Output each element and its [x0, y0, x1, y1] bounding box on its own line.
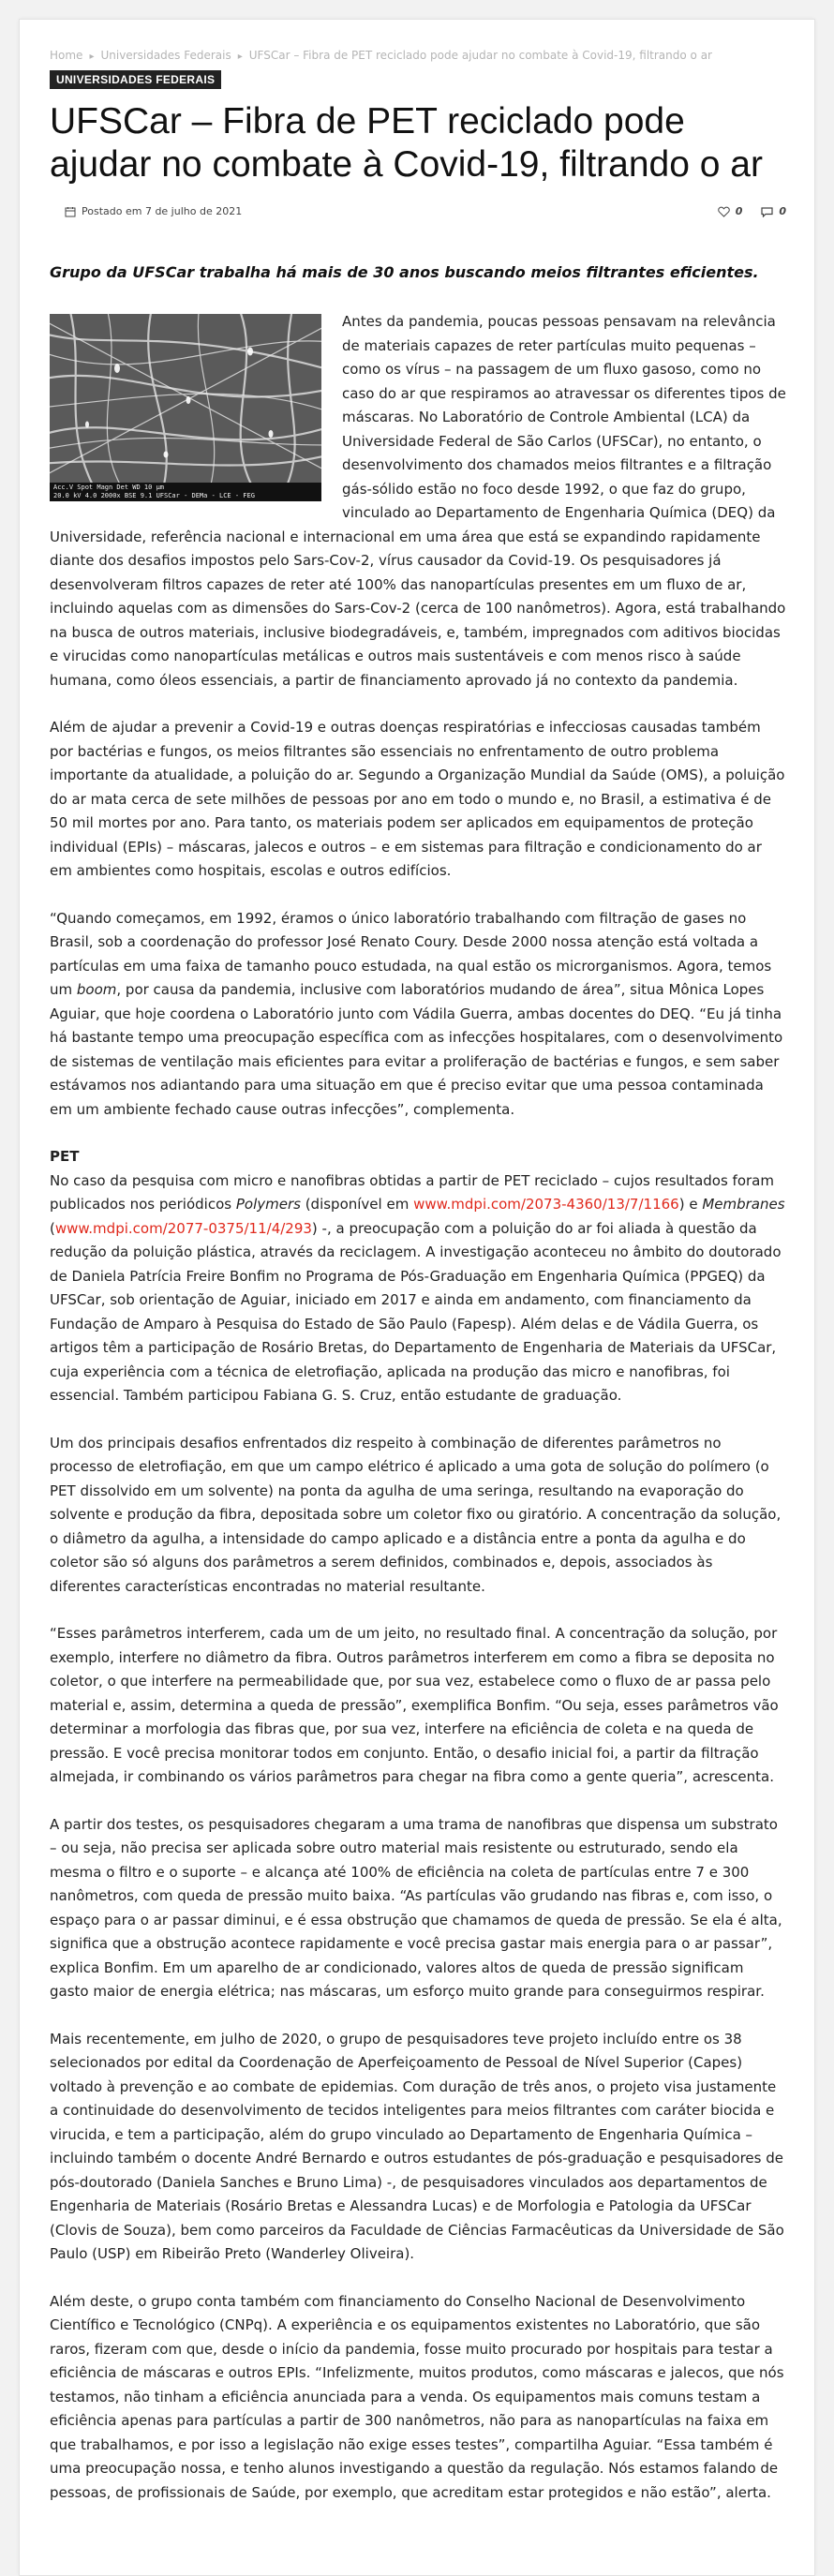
- article-paragraph-quote: [50, 907, 786, 1123]
- post-date: [65, 205, 242, 217]
- nanofiber-micrograph: [50, 314, 321, 483]
- article-body: [50, 310, 786, 2505]
- chevron-right-icon: ▸: [237, 52, 243, 62]
- comments-button[interactable]: [761, 205, 786, 217]
- quote-text: “Quando começamos, em 1992, éramos o único laboratório trabalhando com filtração de gases no Brasil, sob a coordenação do professor José Renato Coury. Desde 2000 nossa atenção está voltada a partículas em uma faixa de tamanho pouco estudada, na qual estão os microrganismos. Agora, temos um: [50, 909, 772, 998]
- breadcrumb-home[interactable]: Home: [50, 49, 83, 62]
- journal-membranes: Membranes: [702, 1196, 785, 1213]
- breadcrumb-section[interactable]: Universidades Federais: [100, 49, 231, 62]
- link-polymers[interactable]: www.mdpi.com/2073-4360/13/7/1166: [413, 1196, 679, 1213]
- like-button[interactable]: [718, 205, 743, 217]
- quote-text: , por causa da pandemia, inclusive com laboratórios mudando de área”, situa Mônica Lopes Aguiar, que hoje coordena o Laboratório junto com Vádila Guerra, ambas docentes do DEQ. “Eu já tinha há bastante tempo uma preocupação específica com as infecções hospitalares, com o desenvolvimento de sistemas de ventilação mais eficientes para evitar a proliferação de bactérias e fungos, e sem saber estávamos nos adiantando para uma situação em que é preciso evitar que uma pessoa contaminada em um ambiente fechado cause outras infecções”, complementa.: [50, 981, 783, 1118]
- post-meta: [50, 203, 786, 224]
- chevron-right-icon: ▸: [89, 52, 95, 62]
- article-lead: Grupo da UFSCar trabalha há mais de 30 anos buscando meios filtrantes eficientes.: [50, 263, 759, 281]
- comment-icon: [761, 206, 773, 217]
- micrograph-caption: [50, 483, 321, 501]
- breadcrumb-current: UFSCar – Fibra de PET reciclado pode ajudar no combate à Covid-19, filtrando o ar: [248, 49, 712, 62]
- pet-text: ) -, a preocupação com a poluição do ar foi aliada à questão da redução da poluição plástica, através da reciclagem. A investigação aconteceu no âmbito do doutorado de Daniela Patrícia Freire Bonfim no Programa de Pós-Graduação em Engenharia Química (PPGEQ) da UFSCar, sob orientação de Aguiar, iniciado em 2017 e ainda em andamento, com financiamento da Fundação de Amparo à Pesquisa do Estado de São Paulo (Fapesp). Além delas e de Vádila Guerra, os artigos têm a participação de Rosário Bretas, do Departamento de Engenharia de Materiais da UFSCar, cuja experiência com a técnica de eletrofiação, aplicada na produção das micro e nanofibras, foi essencial. Também participou Fabiana G. S. Cruz, então estudante de graduação.: [50, 1219, 782, 1404]
- post-date-text: Postado em 7 de julho de 2021: [82, 205, 243, 217]
- pet-text: (disponível em: [300, 1196, 414, 1213]
- article-paragraph: Antes da pandemia, poucas pessoas pensavam na relevância de materiais capazes de reter partículas muito pequenas – como os vírus – na passagem de um fluxo gasoso, como no caso do ar que respiramos ao atravessar os diferentes tipos de máscaras. No Laboratório de Controle Ambiental (LCA) da Universidade Federal de São Carlos (UFSCar), no entanto, o desenvolvimento dos chamados meios filtrantes e a filtração gás-sólido estão no foco desde 1992, o que faz do grupo, vinculado ao Departamento de Engenharia Química (DEQ) da Universidade, referência nacional e internacional em uma área que está se expandindo rapidamente diante dos desafios impostos pelo Sars-Cov-2, vírus causador da Covid-19. Os pesquisadores já desenvolveram filtros capazes de reter até 100% das nanopartículas presentes em um fluxo de ar, incluindo aquelas com as dimensões do Sars-Cov-2 (cerca de 100 nanômetros). Agora, está trabalhando na busca de outros materiais, inclusive biodegradáveis, e, também, impregnados com aditivos biocidas e virucidas como nanopartículas metálicas e outros mais sustentáveis e com menos risco à saúde humana, como óleos essenciais, a partir de financiamento aprovado já no contexto da pandemia.: [50, 313, 786, 689]
- category-badge[interactable]: UNIVERSIDADES FEDERAIS: [50, 70, 221, 89]
- article-inner: [50, 46, 786, 2528]
- pet-text: (: [50, 1219, 55, 1237]
- page-title: UFSCar – Fibra de PET reciclado pode ajudar no combate à Covid-19, filtrando o ar: [50, 101, 763, 185]
- article-paragraph: Além de ajudar a prevenir a Covid-19 e outras doenças respiratórias e infecciosas causadas também por bactérias e fungos, os meios filtrantes são essenciais no enfrentamento de outro problema importante da atualidade, a poluição do ar. Segundo a Organização Mundial da Saúde (OMS), a poluição do ar mata cerca de sete milhões de pessoas por ano em todo o mundo e, no Brasil, a estimativa é de 50 mil mortes por ano. Para tanto, os materiais podem ser aplicados em equipamentos de proteção individual (EPIs) – máscaras, jalecos e outros – e em sistemas para filtração e condicionamento do ar em ambientes como hospitais, escolas e outros edifícios.: [50, 719, 785, 879]
- pet-text: ) e: [678, 1196, 703, 1213]
- like-count: 0: [735, 205, 743, 217]
- article-paragraph: Além deste, o grupo conta também com financiamento do Conselho Nacional de Desenvolvimento Científico e Tecnológico (CNPq). A experiência e os equipamentos existentes no Laboratório, que são raros, fizeram com que, desde o início da pandemia, fosse muito procurado por hospitais para testar a eficiência de máscaras e outros EPIs. “Infelizmente, muitos produtos, como máscaras e jalecos, que nós testamos, não tinham a eficiência anunciada para a venda. Os equipamentos mais comuns testam a eficiência apenas para partículas a partir de 300 nanômetros, não para as nanopartículas na faixa em que trabalhamos, e por isso a legislação não exige esses testes”, compartilha Aguiar. “Essa também é uma preocupação nossa, e tenho alunos investigando a questão da regulação. Nós estamos falando de pessoas, de profissionais de Saúde, por exemplo, que acreditam estar protegidos e não estão”, alerta.: [50, 2292, 784, 2501]
- calendar-icon: [65, 206, 76, 217]
- journal-polymers: Polymers: [235, 1196, 301, 1213]
- article-paragraph: Um dos principais desafios enfrentados diz respeito à combinação de diferentes parâmetros no processo de eletrofiação, em que um campo elétrico é aplicado a uma gota de solução do polímero (o PET dissolvido em um solvente) na ponta da agulha de uma seringa, resultando na evaporação do solvente e produção da fibra, depositada sobre um coletor fixo ou giratório. A concentração da solução, o diâmetro da agulha, a intensidade do campo aplicado e a distância entre a ponta da agulha e do coletor são só alguns dos parâmetros a serem definidos, combinados e, depois, associados às diferentes características encontradas no material resultante.: [50, 1434, 782, 1595]
- micrograph-caption-line1: Acc.V Spot Magn Det WD 10 µm: [53, 484, 165, 491]
- article-paragraph-pet: [50, 1145, 786, 1408]
- quote-emphasis: boom: [76, 981, 117, 998]
- article-image: [50, 314, 321, 501]
- post-counts: [718, 205, 786, 217]
- section-heading-pet: PET: [50, 1148, 80, 1165]
- heart-icon: [718, 206, 730, 217]
- article-paragraph: A partir dos testes, os pesquisadores chegaram a uma trama de nanofibras que dispensa um substrato – ou seja, não precisa ser aplicada sobre outro material mais resistente ou estruturado, sendo ela mesma o filtro e o suporte – e alcança até 100% de eficiência na coleta de partículas entre 7 e 300 nanômetros, com queda de pressão muito baixa. “As partículas vão grudando nas fibras e, com isso, o espaço para o ar passar diminui, e é essa obstrução que chamamos de queda de pressão. Se ela é alta, significa que a obstrução acontece rapidamente e você precisa gastar mais energia para o ar passar”, explica Bonfim. Em um aparelho de ar condicionado, valores altos de queda de pressão significam gasto maior de energia elétrica; nas máscaras, um esforço muito grande para conseguirmos respirar.: [50, 1815, 782, 2000]
- comment-count: 0: [779, 205, 786, 217]
- pet-text: No caso da pesquisa com micro e nanofibras obtidas a partir de PET reciclado – cujos resultados foram publicados nos periódicos: [50, 1171, 774, 1213]
- article-card: [19, 19, 815, 2576]
- breadcrumb: [50, 46, 786, 65]
- article-paragraph: Mais recentemente, em julho de 2020, o grupo de pesquisadores teve projeto incluído entre os 38 selecionados por edital da Coordenação de Aperfeiçoamento de Pessoal de Nível Superior (Capes) voltado à prevenção e ao combate de epidemias. Com duração de três anos, o projeto visa justamente a continuidade do desenvolvimento de tecidos inteligentes para meios filtrantes com caráter biocida e virucida, e tem a participação, além do grupo vinculado ao Departamento de Engenharia Química – incluindo também o docente André Bernardo e outros estudantes de pós-graduação e pesquisadores de pós-doutorado (Daniela Sanches e Bruno Lima) -, de pesquisadores vinculados aos departamentos de Engenharia de Materiais (Rosário Bretas e Alessandra Lucas) e de Morfologia e Patologia da UFSCar (Clovis de Souza), bem como parceiros da Faculdade de Ciências Farmacêuticas da Universidade de São Paulo (USP) em Ribeirão Preto (Wanderley Oliveira).: [50, 2030, 784, 2262]
- micrograph-caption-line2: 20.0 kV 4.0 2000x BSE 9.1 UFSCar - DEMa - LCE - FEG: [53, 492, 255, 499]
- link-membranes[interactable]: www.mdpi.com/2077-0375/11/4/293: [54, 1219, 312, 1237]
- article-paragraph: “Esses parâmetros interferem, cada um de um jeito, no resultado final. A concentração da solução, por exemplo, interfere no diâmetro da fibra. Outros parâmetros interferem em como a fibra se deposita no coletor, o que interfere na permeabilidade que, por sua vez, estabelece como o fluxo de ar passa pelo material e, assim, determina a queda de pressão”, exemplifica Bonfim. “Ou seja, esses parâmetros vão determinar a morfologia das fibras que, por sua vez, interfere na eficiência de coleta e na queda de pressão. E você precisa monitorar todos em conjunto. Então, o desafio inicial foi, a partir da filtração almejada, ir combinando os vários parâmetros para chegar na fibra como a gente queria”, acrescenta.: [50, 1625, 779, 1785]
